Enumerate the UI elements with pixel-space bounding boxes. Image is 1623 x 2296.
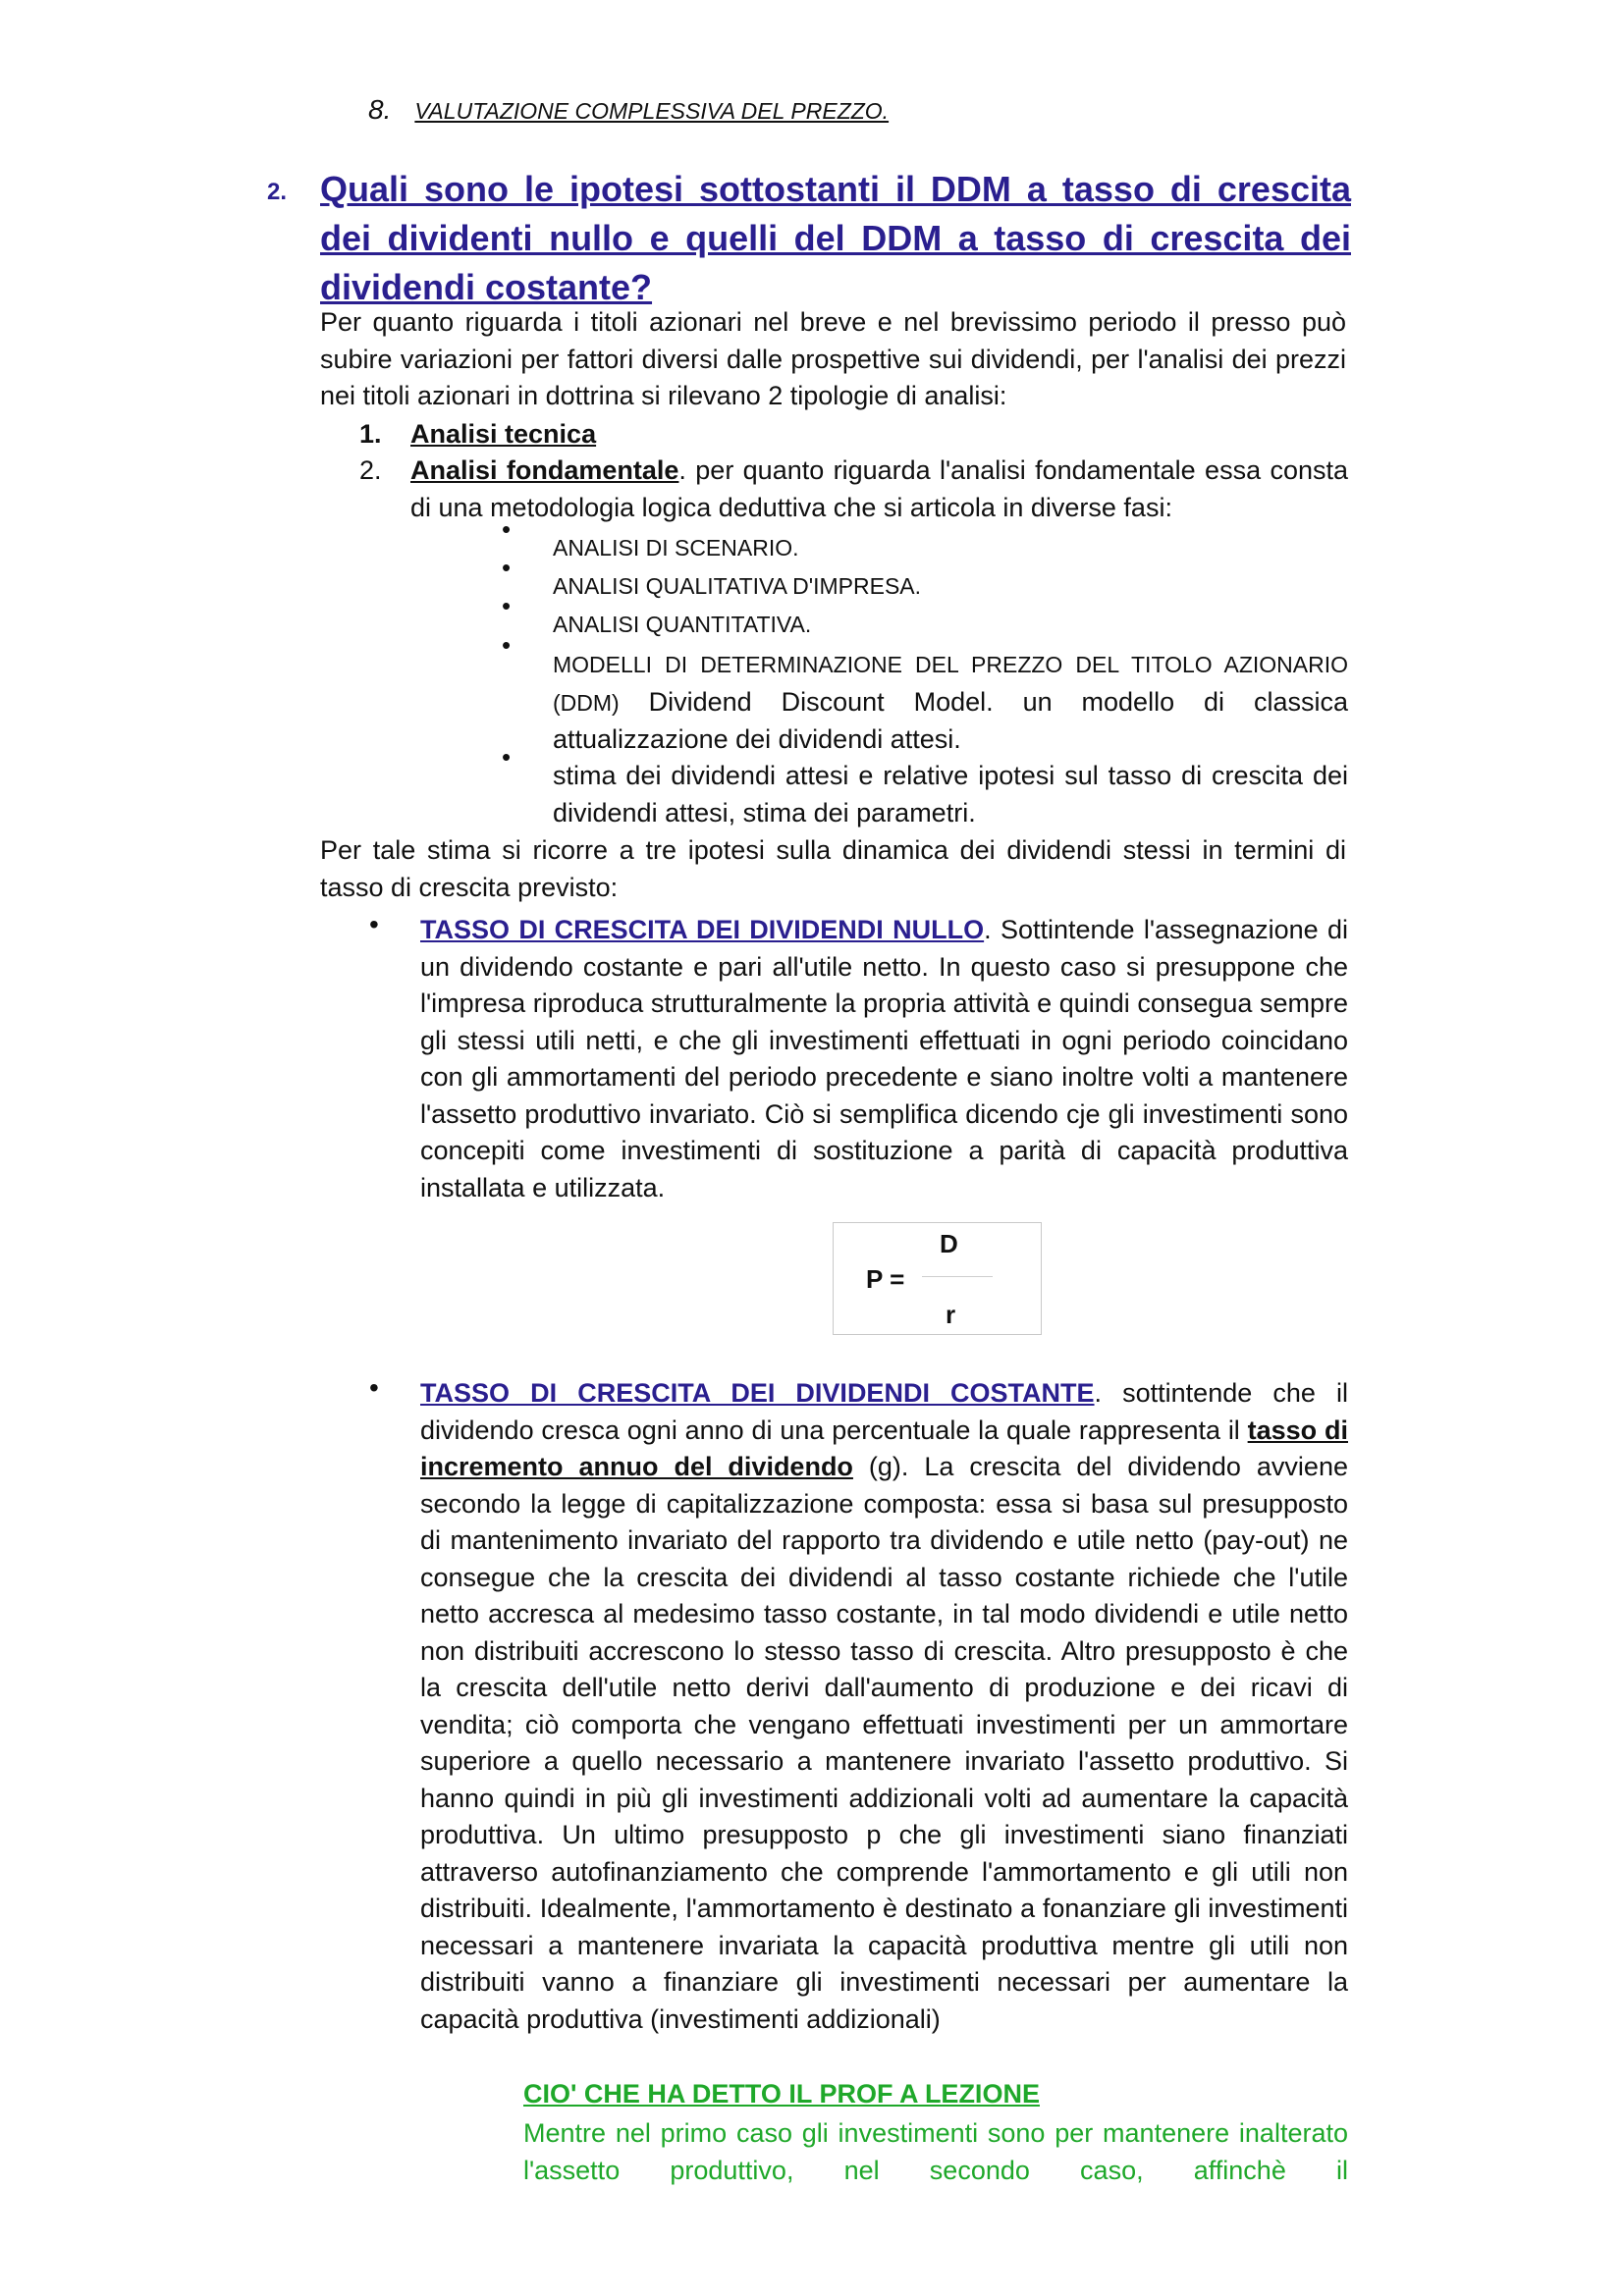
list-item-8 [368, 94, 889, 126]
phase-item [553, 646, 1348, 759]
phase-item-caps: MODELLI DI DETERMINAZIONE DEL PREZZO DEL TITOLO AZIONARIO (DDM) [553, 652, 1348, 716]
hypothesis-heading: TASSO DI CRESCITA DEI DIVIDENDI COSTANTE [420, 1378, 1095, 1408]
hypothesis-underlined: tasso di incremento annuo del dividendo [420, 1415, 1348, 1481]
analysis-description: . per quanto riguarda l'analisi fondamentale essa consta di una metodologia logica deduttiva che si articola in diverse fasi: [410, 455, 1348, 522]
hypothesis-nullo [420, 912, 1348, 1206]
hypothesis-text-b: (g). La crescita del dividendo avviene secondo la legge di capitalizzazione composta: essa si basa sul presupposto di mantenimento invariato del rapporto tra dividendo e utile netto (pay-out) ne consegue che la crescita dei dividendi al tasso costante richiede che l'utile netto accresca al medesimo tasso costante, in tal modo dividendi e utile netto non distribuiti accrescono lo stesso tasso di crescita. Altro presupposto è che la crescita dell'utile netto derivi dall'aumento di produzione e dei ricavi di vendita; ciò comporta che vengano effettuati investimenti per un ammortare superiore a quello necessario a mantenere invariato l'assetto produttivo. Si hanno quindi in più gli investimenti addizionali volti ad aumentare la capacità produttiva. Un ultimo presupposto p che gli investimenti siano finanziati attraverso autofinanziamento che comprende l'ammortamento e gli utili non distribuiti. Idealmente, l'ammortamento è destinato a fonanziare gli investimenti necessari a mantenere invariata la capacità produttiva mentre gli utili non distribuiti vanno a finanziare gli investimenti necessari per aumentare la capacità produttiva (investimenti addizionali) [420, 1452, 1348, 2034]
hypothesis-costante [420, 1375, 1348, 2038]
question-number: 2. [267, 179, 288, 205]
analysis-label: Analisi fondamentale [410, 455, 679, 485]
prof-note-body: Mentre nel primo caso gli investimenti sono per mantenere inalterato l'assetto produttivo, nel secondo caso, affinchè il [523, 2118, 1348, 2185]
bullet-icon: • [502, 742, 512, 772]
analysis-item-2 [410, 453, 1348, 526]
phase-item: ANALISI QUALITATIVA D'IMPRESA. [553, 573, 922, 599]
phase-item: stima dei dividendi attesi e relative ipotesi sul tasso di crescita dei dividendi attesi, stima dei parametri. [553, 761, 1348, 828]
analysis-number: 1. [359, 419, 382, 449]
bullet-icon: • [502, 591, 512, 620]
intro-paragraph: Per quanto riguarda i titoli azionari nel breve e nel brevissimo periodo il presso può subire variazioni per fattori diversi dalle prospettive sui dividendi, per l'analisi dei prezzi nei titoli azionari in dottrina si rilevano 2 tipologie di analisi: [320, 307, 1346, 410]
analysis-label: Analisi tecnica [410, 419, 597, 449]
formula-box [833, 1222, 1042, 1335]
question-title: Quali sono le ipotesi sottostanti il DDM a tasso di crescita dei dividenti nullo e quelli del DDM a tasso di crescita dei dividendi costante? [320, 169, 1351, 307]
bullet-icon: • [369, 1372, 379, 1403]
formula-lhs: P = [866, 1264, 905, 1294]
hypothesis-heading: TASSO DI CRESCITA DEI DIVIDENDI NULLO [420, 915, 985, 944]
bullet-icon: • [502, 630, 512, 660]
analysis-number: 2. [359, 455, 382, 485]
phase-item: ANALISI QUANTITATIVA. [553, 612, 812, 637]
phase-item: ANALISI DI SCENARIO. [553, 535, 799, 561]
stima-paragraph: Per tale stima si ricorre a tre ipotesi sulla dinamica dei dividendi stessi in termini di tasso di crescita previsto: [320, 835, 1346, 902]
bullet-icon: • [502, 553, 512, 582]
analysis-item-1 [359, 416, 596, 454]
phase-item-rest: Dividend Discount Model. un modello di classica attualizzazione dei dividendi attesi. [553, 686, 1348, 754]
bullet-icon: • [502, 514, 512, 544]
formula-denominator: r [946, 1300, 956, 1329]
hypothesis-text: . Sottintende l'assegnazione di un dividendo costante e pari all'utile netto. In questo caso si presuppone che l'impresa riproduca strutturalmente la propria attività e quindi consegua sempre gli stessi utili netti, e che gli investimenti effettuati in ogni periodo coincidano con gli ammortamenti del periodo precedente e siano inoltre volti a mantenere l'assetto produttivo invariato. Ciò si semplifica dicendo cje gli investimenti sono concepiti come investimenti di sostituzione a parità di capacità produttiva installata e utilizzata. [420, 915, 1348, 1202]
list-item-text: VALUTAZIONE COMPLESSIVA DEL PREZZO. [414, 98, 890, 124]
fraction-bar [922, 1276, 993, 1277]
formula-numerator: D [940, 1229, 958, 1258]
bullet-icon: • [369, 909, 379, 939]
list-number: 8. [368, 94, 392, 125]
hypothesis-text-a: . sottintende che il dividendo cresca ogni anno di una percentuale la quale rappresenta il [420, 1378, 1348, 1445]
prof-note-heading: CIO' CHE HA DETTO IL PROF A LEZIONE [523, 2079, 1040, 2109]
